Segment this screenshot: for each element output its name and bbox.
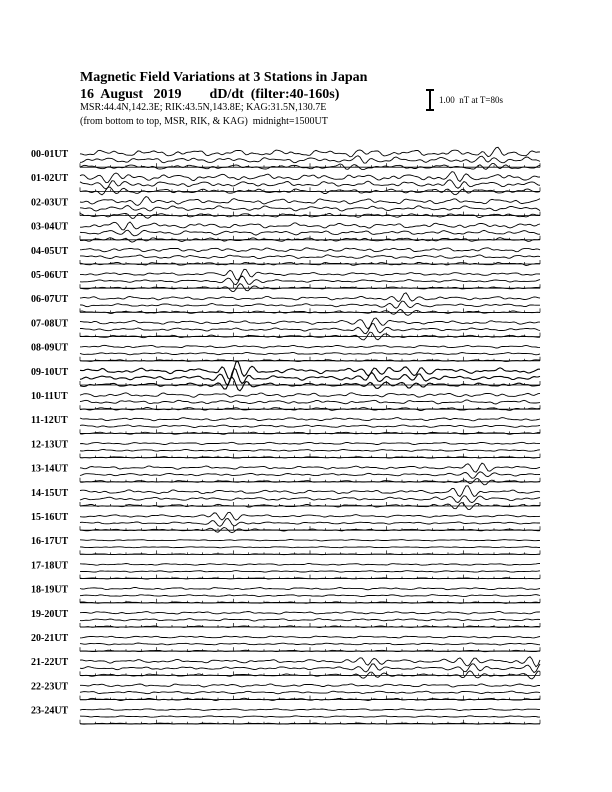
trace-RIK [80,301,540,308]
trace-KAG [80,636,540,638]
trace-RIK [80,156,540,163]
hour-label: 18-19UT [31,584,69,596]
hour-row-02-03UT [31,197,540,219]
trace-RIK [80,547,540,548]
trace-KAG [80,684,540,687]
trace-KAG [80,248,540,252]
hour-row-14-15UT [31,486,540,510]
hour-label: 10-11UT [31,391,68,402]
hour-label: 05-06UT [31,270,69,281]
hour-label: 21-22UT [31,657,69,669]
trace-RIK [80,255,540,259]
trace-RIK [80,400,540,404]
trace-KAG [80,564,540,566]
trace-RIK [80,496,540,503]
trace-RIK [80,230,540,236]
hour-row-10-11UT [31,391,540,411]
trace-KAG [80,463,540,472]
hour-label: 16-17UT [31,536,69,548]
hour-label: 19-20UT [31,608,69,620]
hour-label: 14-15UT [31,487,69,499]
trace-KAG [80,512,540,520]
trace-RIK [80,353,540,355]
hour-row-05-06UT [31,269,540,291]
trace-KAG [80,393,540,398]
trace-KAG [80,293,540,302]
chart-quantity: dD/dt (filter:40-160s) [209,87,340,102]
hour-label: 11-12UT [31,415,68,427]
trace-RIK [80,716,540,718]
hour-row-23-24UT [31,706,540,725]
trace-KAG [80,709,540,711]
trace-RIK [80,449,540,451]
trace-RIK [80,619,540,622]
hour-label: 06-07UT [31,294,69,306]
trace-RIK [80,691,540,694]
hour-row-16-17UT [31,536,540,555]
hour-label: 01-02UT [31,173,69,185]
trace-KAG [80,588,540,590]
hour-row-09-10UT [31,361,540,391]
trace-KAG [80,540,540,541]
trace-RIK [80,643,540,645]
trace-KAG [80,418,540,421]
trace-RIK [80,571,540,573]
hour-label: 23-24UT [31,705,69,717]
hour-label: 03-04UT [31,221,69,233]
hour-label: 09-10UT [31,366,69,378]
hour-row-12-13UT [31,439,540,458]
hour-row-04-05UT [31,246,540,266]
trace-RIK [80,206,540,212]
hour-label: 22-23UT [31,681,69,693]
hour-label: 04-05UT [31,245,69,257]
hour-row-03-04UT [31,222,540,243]
trace-KAG [80,147,540,157]
hour-row-08-09UT [31,343,540,362]
hour-row-21-22UT [31,657,540,679]
hour-row-20-21UT [31,633,540,652]
hour-row-11-12UT [31,415,540,434]
trace-KAG [80,197,540,206]
amplitude-scale-label: 1.00 nT at T=80s [439,95,503,105]
trace-KAG [80,486,540,497]
hour-row-15-16UT [31,512,540,533]
hour-row-07-08UT [31,318,540,340]
trace-KAG [80,222,540,230]
hour-row-13-14UT [31,463,540,485]
hour-label: 08-09UT [31,342,69,354]
hour-label: 12-13UT [31,439,69,451]
station-coordinates: MSR:44.4N,142.3E; RIK:43.5N,143.8E; KAG:31.5N,130.7E [80,102,327,113]
hour-row-19-20UT [31,609,540,628]
trace-KAG [80,269,540,280]
hour-label: 17-18UT [31,560,69,572]
hour-label: 00-01UT [31,149,69,160]
trace-KAG [80,345,540,348]
trace-KAG [80,318,540,329]
trace-RIK [80,472,540,479]
hour-label: 15-16UT [31,512,69,523]
hour-row-06-07UT [31,293,540,316]
hour-label: 02-03UT [31,197,69,209]
trace-KAG [80,172,540,183]
trace-RIK [80,519,540,527]
trace-KAG [80,612,540,615]
trace-order-note: (from bottom to top, MSR, RIK, & KAG) midnight=1500UT [80,116,328,127]
chart-title: Magnetic Field Variations at 3 Stations in Japan [80,70,368,85]
hour-row-17-18UT [31,560,540,579]
trace-RIK [80,276,540,285]
hour-label: 07-08UT [31,318,69,330]
hour-row-22-23UT [31,681,540,700]
hour-label: 13-14UT [31,463,69,475]
trace-RIK [80,425,540,428]
chart-date: 16 August 2019 [80,87,182,102]
hour-row-18-19UT [31,585,540,604]
trace-KAG [80,442,540,444]
hour-label: 20-21UT [31,633,69,644]
hour-row-01-02UT [31,172,540,195]
trace-RIK [80,595,540,597]
hour-row-00-01UT [31,147,540,169]
trace-RIK [80,324,540,334]
